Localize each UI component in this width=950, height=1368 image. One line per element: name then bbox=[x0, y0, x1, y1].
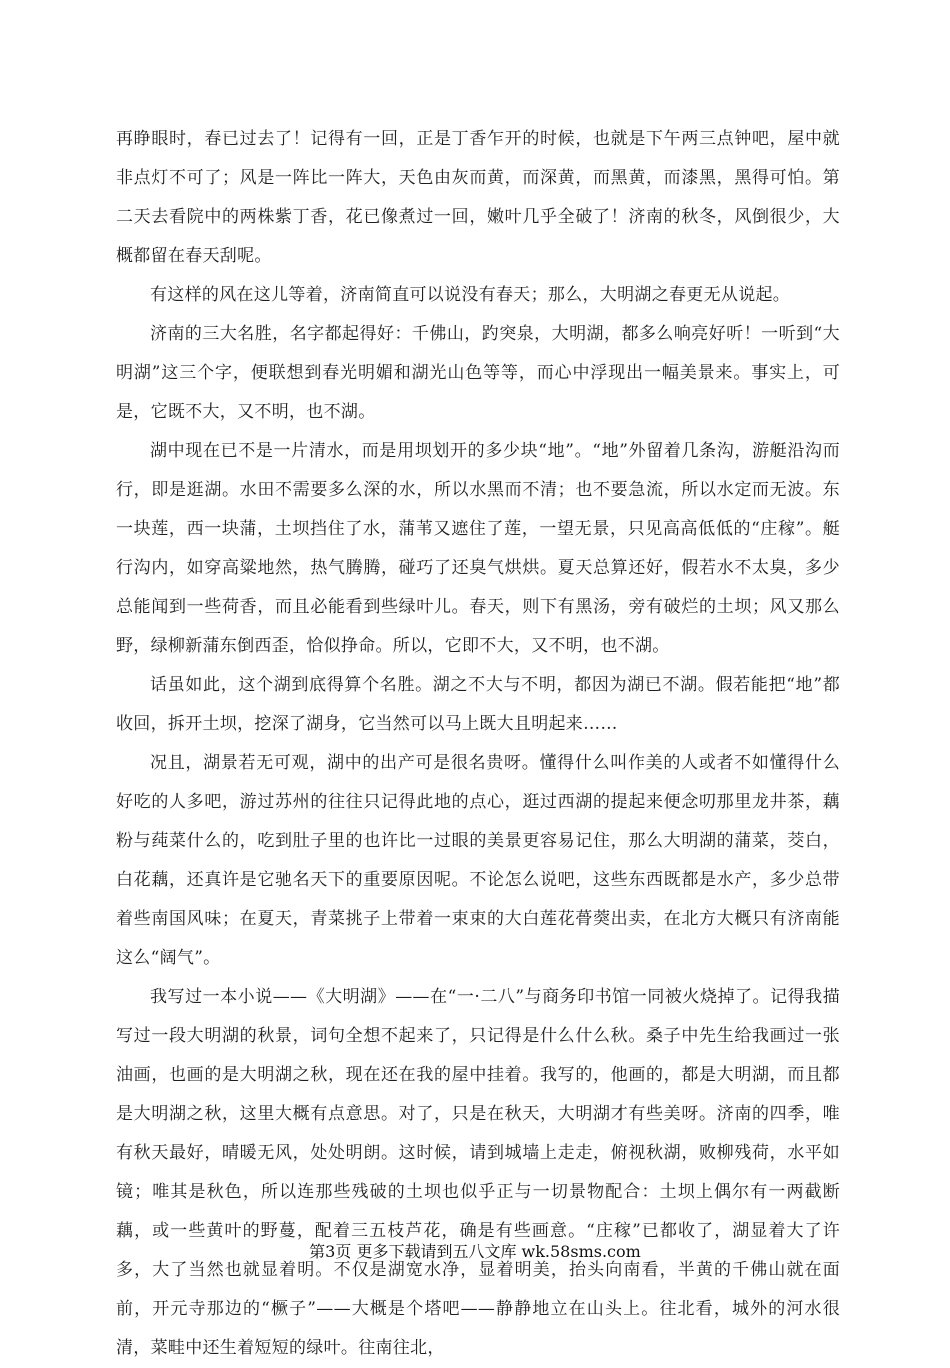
paragraph-4: 湖中现在已不是一片清水，而是用坝划开的多少块“地”。“地”外留着几条沟，游艇沿沟而行，即是逛湖。水田不需要多么深的水，所以水黑而不清；也不要急流，所以水定而无波。东一块莲，西一块蒲，土坝挡住了水，蒲苇又遮住了莲，一望无景，只见高高低低的“庄稼”。艇行沟内，如穿高粱地然，热气腾腾，碰巧了还臭气烘烘。夏天总算还好，假若水不太臭，多少总能闻到一些荷香，而且必能看到些绿叶儿。春天，则下有黑汤，旁有破烂的土坝；风又那么野，绿柳新蒲东倒西歪，恰似挣命。所以，它即不大，又不明，也不湖。 bbox=[116, 441, 840, 656]
paragraph-1: 再睁眼时，春已过去了！记得有一回，正是丁香乍开的时候，也就是下午两三点钟吧，屋中就非点灯不可了；风是一阵比一阵大，天色由灰而黄，而深黄，而黑黄，而漆黑，黑得可怕。第二天去看院中的两株紫丁香，花已像煮过一回，嫩叶几乎全破了！济南的秋冬，风倒很少，大概都留在春天刮呢。 bbox=[116, 129, 840, 266]
paragraph-2: 有这样的风在这儿等着，济南简直可以说没有春天；那么，大明湖之春更无从说起。 bbox=[150, 285, 791, 305]
article-body bbox=[116, 120, 840, 1368]
paragraph-3: 济南的三大名胜，名字都起得好：千佛山，趵突泉，大明湖，都多么响亮好听！一听到“大明湖”这三个字，便联想到春光明媚和湖光山色等等，而心中浮现出一幅美景来。事实上，可是，它既不大，又不明，也不湖。 bbox=[116, 324, 840, 422]
paragraph-7: 我写过一本小说——《大明湖》——在“一·二八”与商务印书馆一同被火烧掉了。记得我描写过一段大明湖的秋景，词句全想不起来了，只记得是什么什么秋。桑子中先生给我画过一张油画，也画的是大明湖之秋，现在还在我的屋中挂着。我写的，他画的，都是大明湖，而且都是大明湖之秋，这里大概有点意思。对了，只是在秋天，大明湖才有些美呀。济南的四季，唯有秋天最好，晴暖无风，处处明朗。这时候，请到城墙上走走，俯视秋湖，败柳残荷，水平如镜；唯其是秋色，所以连那些残破的土坝也似乎正与一切景物配合：土坝上偶尔有一两截断藕，或一些黄叶的野蔓，配着三五枝芦花，确是有些画意。“庄稼”已都收了，湖显着大了许多，大了当然也就显着明。不仅是湖宽水净，显着明美，抬头向南看，半黄的千佛山就在面前，开元寺那边的“橛子”——大概是个塔吧——静静地立在山头上。往北看，城外的河水很清，菜畦中还生着短短的绿叶。往南往北， bbox=[116, 987, 840, 1358]
page-footer: 第3页 更多下载请到五八文库 wk.58sms.com bbox=[309, 1242, 641, 1261]
paragraph-6: 况且，湖景若无可观，湖中的出产可是很名贵呀。懂得什么叫作美的人或者不如懂得什么好吃的人多吧，游过苏州的往往只记得此地的点心，逛过西湖的提起来便念叨那里龙井茶，藕粉与莼菜什么的，吃到肚子里的也许比一过眼的美景更容易记住，那么大明湖的蒲菜，茭白，白花藕，还真许是它驰名天下的重要原因呢。不论怎么说吧，这些东西既都是水产，多少总带着些南国风味；在夏天，青菜挑子上带着一束束的大白莲花蓇葖出卖，在北方大概只有济南能这么“阔气”。 bbox=[116, 753, 840, 968]
paragraph-5: 话虽如此，这个湖到底得算个名胜。湖之不大与不明，都因为湖已不湖。假若能把“地”都收回，拆开土坝，挖深了湖身，它当然可以马上既大且明起来…… bbox=[116, 675, 840, 734]
